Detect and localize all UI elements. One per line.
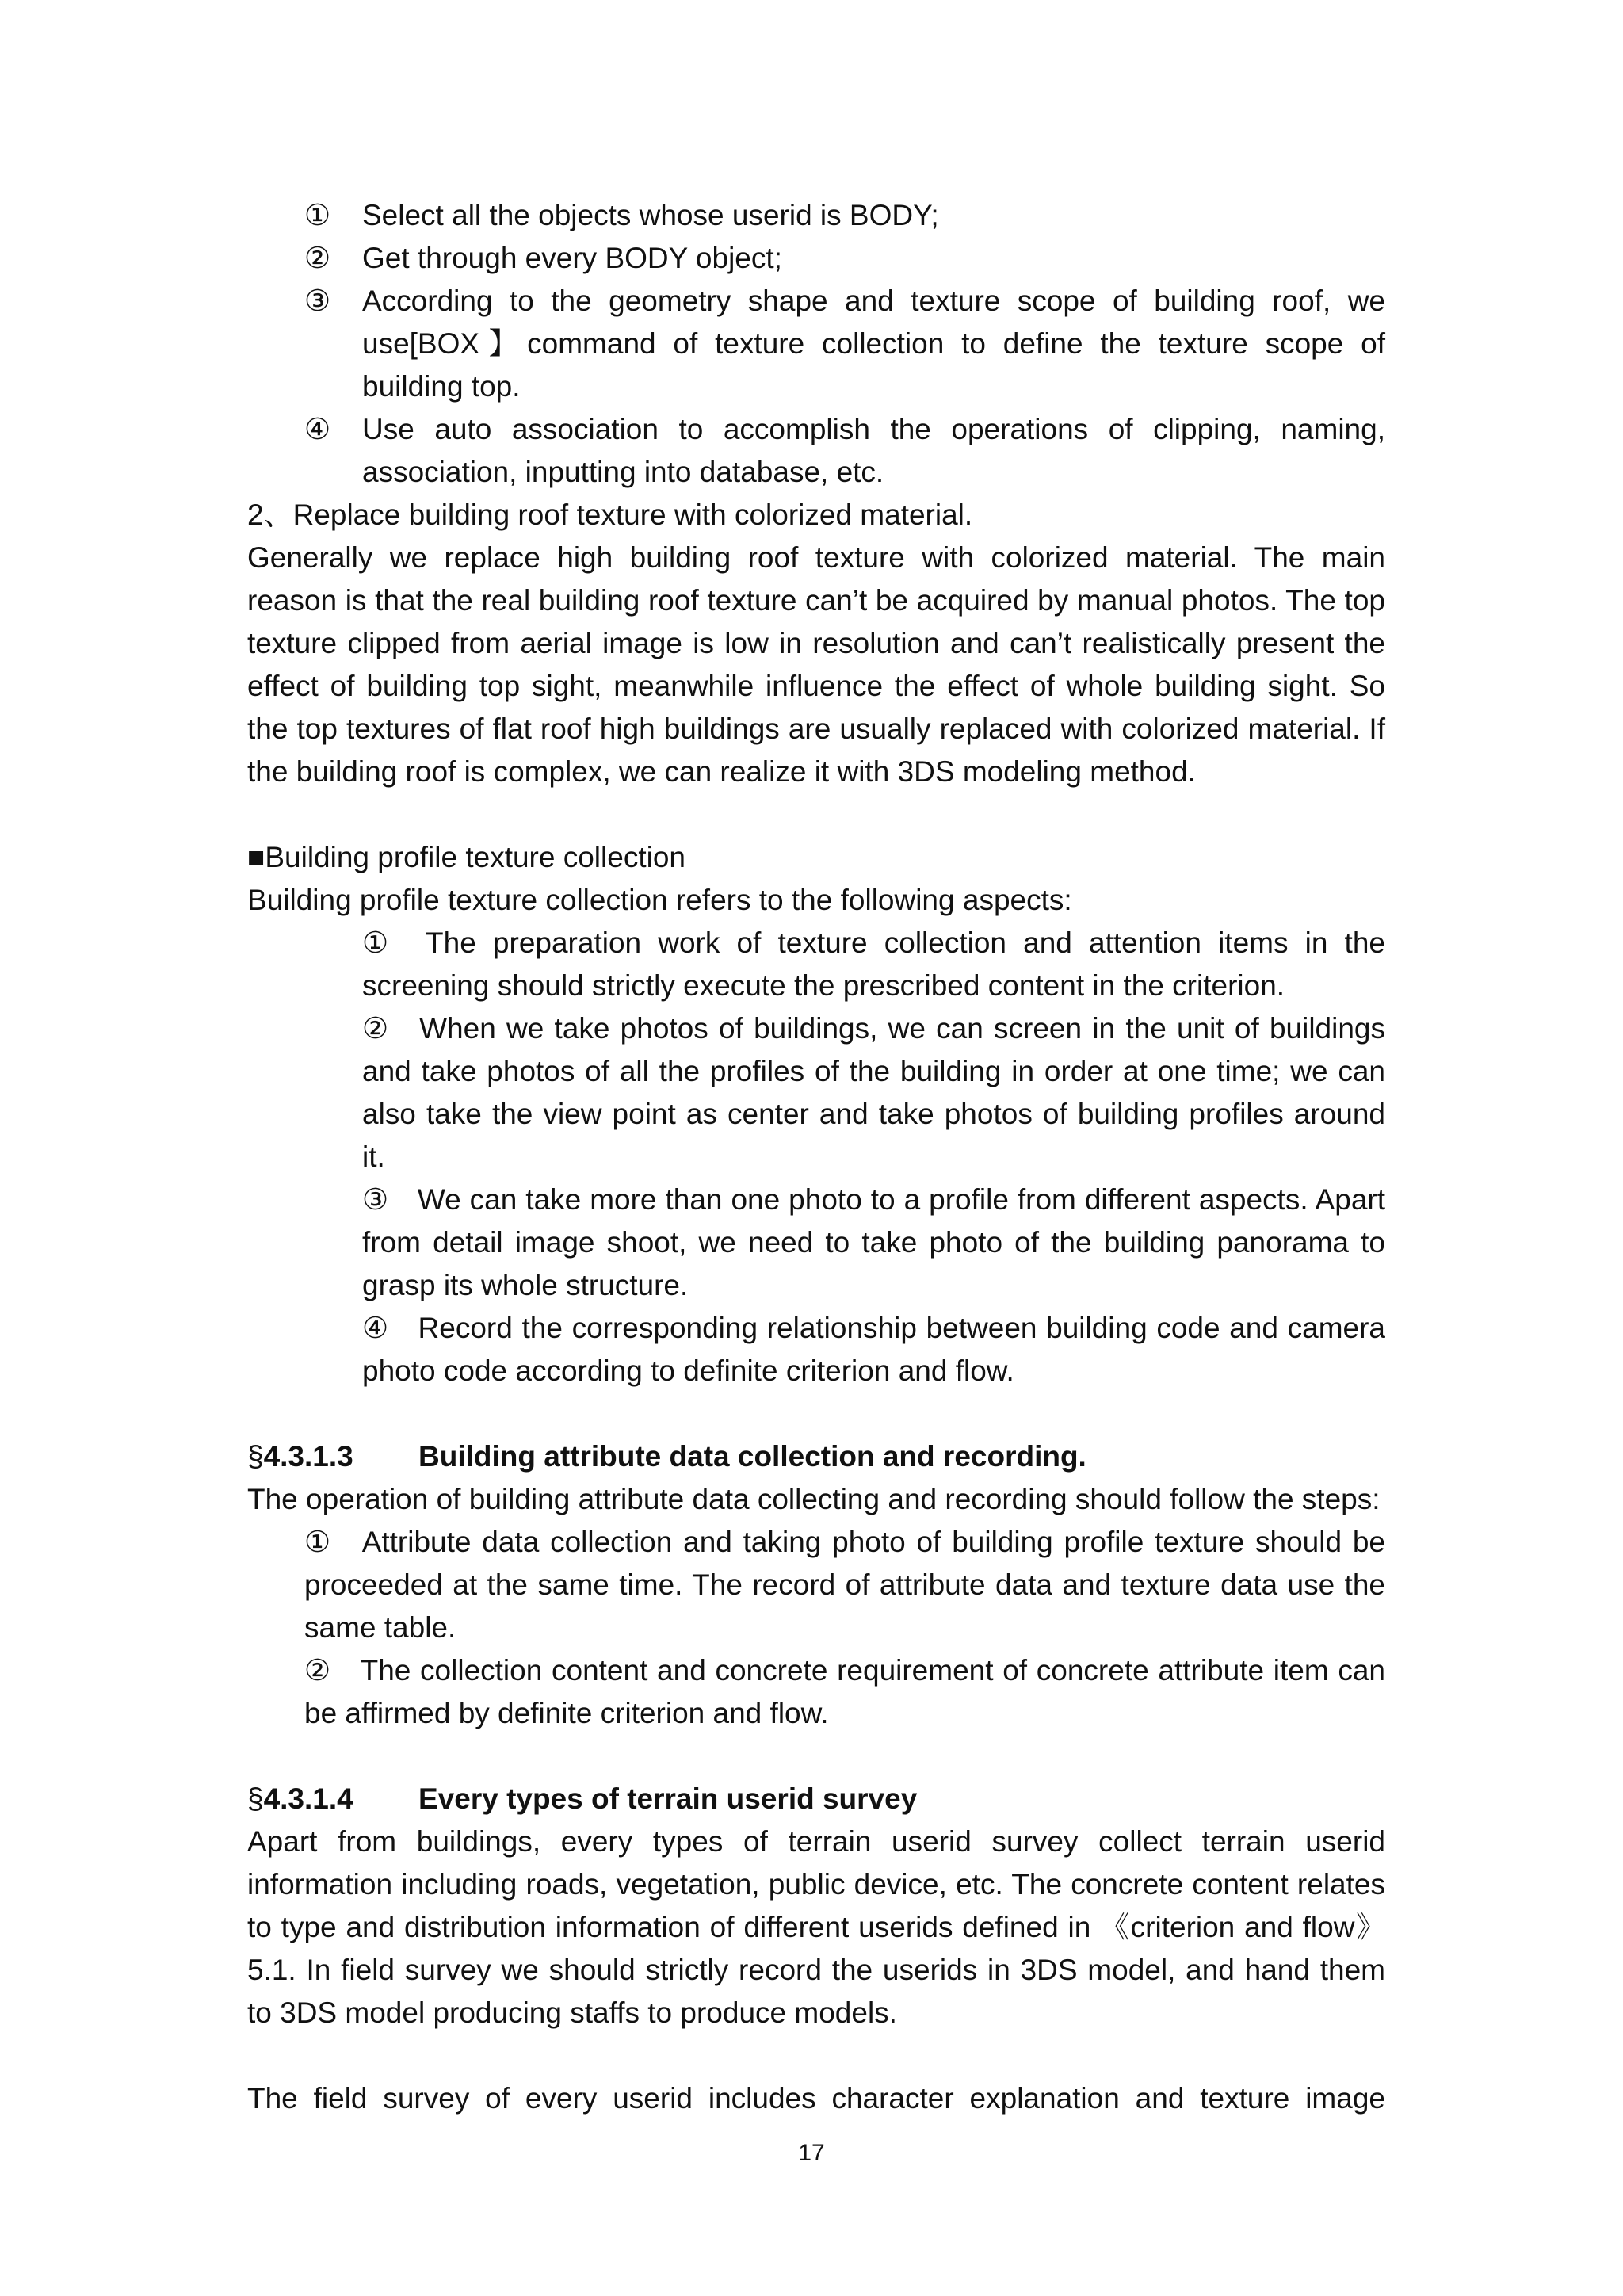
- section-number-text: 4.3.1.3: [263, 1440, 353, 1473]
- list-text-body: The preparation work of texture collection and attention items in the screening should strictly execute the prescribed content in the criterion.: [362, 926, 1385, 1002]
- list-text: Use auto association to accomplish the operations of clipping, naming, association, inputting into database, etc.: [362, 413, 1385, 488]
- section-number: [247, 1435, 418, 1478]
- list-item: [247, 1007, 1385, 1179]
- section-number: [247, 1778, 418, 1820]
- list-number: ①: [304, 1526, 334, 1558]
- step-2-title: 2、Replace building roof texture with colorized material.: [247, 499, 973, 531]
- list-text-body: The collection content and concrete requirement of concrete attribute item can be affirmed by definite criterion and flow.: [304, 1654, 1386, 1729]
- list-item: [247, 1179, 1385, 1307]
- list-text-body: Record the corresponding relationship between building code and camera photo code according to definite criterion and flow.: [362, 1312, 1385, 1387]
- list-number: ②: [304, 242, 331, 274]
- profile-intro: Building profile texture collection refers to the following aspects:: [247, 884, 1072, 916]
- section-title: Building attribute data collection and recording.: [418, 1440, 1086, 1473]
- spacer: [247, 793, 1385, 836]
- list-text-body: When we take photos of buildings, we can screen in the unit of buildings and take photos of all the profiles of the building in order at one time; we can also take the view point as center and take photos of building profiles around it.: [362, 1012, 1386, 1173]
- list-number: ①: [362, 926, 398, 959]
- list-text-body: Attribute data collection and taking photo of building profile texture should be proceeded at the same time. The record of attribute data and texture data use the same table.: [304, 1526, 1386, 1644]
- list-text: [362, 1307, 1385, 1392]
- final-paragraph: The field survey of every userid includes character explanation and texture image: [247, 2082, 1385, 2115]
- list-number: ③: [304, 285, 331, 317]
- section-4314-paragraph: Apart from buildings, every types of terrain userid survey collect terrain userid information including roads, vegetation, public device, etc. The concrete content relates to type and distribution information of different userids defined in 《criterion and flow》5.1. In field survey we should strictly record the userids in 3DS model, and hand them to 3DS model producing staffs to produce models.: [247, 1825, 1385, 2029]
- section-title: Every types of terrain userid survey: [418, 1782, 918, 1815]
- list-item: [247, 1649, 1385, 1735]
- list-text: [362, 1007, 1385, 1179]
- section-heading-4314: [247, 1778, 1385, 1820]
- list-text: [362, 922, 1385, 1007]
- list-text: Select all the objects whose userid is BODY;: [362, 199, 939, 231]
- list-item: [247, 1521, 1385, 1649]
- list-item: [247, 237, 1385, 280]
- list-item: [247, 408, 1385, 494]
- spacer: [247, 1392, 1385, 1435]
- list-text: Get through every BODY object;: [362, 242, 782, 274]
- list-number: ②: [304, 1654, 332, 1687]
- list-item: [247, 280, 1385, 408]
- list-number: ④: [304, 413, 331, 445]
- spacer: [247, 2034, 1385, 2077]
- list-text: [362, 1179, 1385, 1307]
- page-content: [247, 194, 1385, 2120]
- list-item: [247, 922, 1385, 1007]
- page-number: 17: [798, 2140, 825, 2166]
- list-text: [304, 1649, 1385, 1735]
- list-item: [247, 1307, 1385, 1392]
- list-item: [247, 194, 1385, 237]
- section-symbol: §: [247, 1440, 264, 1473]
- list-text-body: We can take more than one photo to a profile from different aspects. Apart from detail image shoot, we need to take photo of the building panorama to grasp its whole structure.: [362, 1183, 1385, 1301]
- step-2-paragraph: Generally we replace high building roof texture with colorized material. The main reason is that the real building roof texture can’t be acquired by manual photos. The top texture clipped from aerial image is low in resolution and can’t realistically present the effect of building top sight, meanwhile influence the effect of whole building sight. So the top textures of flat roof high buildings are usually replaced with colorized material. If the building roof is complex, we can realize it with 3DS modeling method.: [247, 541, 1385, 788]
- list-text: [304, 1521, 1385, 1649]
- list-number: ①: [304, 199, 331, 231]
- section-heading-4313: [247, 1435, 1385, 1478]
- spacer: [247, 1735, 1385, 1778]
- list-number: ④: [362, 1312, 390, 1344]
- section-symbol: §: [247, 1782, 264, 1815]
- profile-heading: ■Building profile texture collection: [247, 841, 685, 873]
- list-number: ②: [362, 1012, 391, 1045]
- section-4313-intro: The operation of building attribute data collecting and recording should follow the steps:: [247, 1483, 1381, 1515]
- list-number: ③: [362, 1183, 389, 1216]
- list-text: According to the geometry shape and texture scope of building roof, we use[BOX】command of texture collection to define the texture scope of building top.: [362, 285, 1385, 403]
- section-number-text: 4.3.1.4: [263, 1782, 353, 1815]
